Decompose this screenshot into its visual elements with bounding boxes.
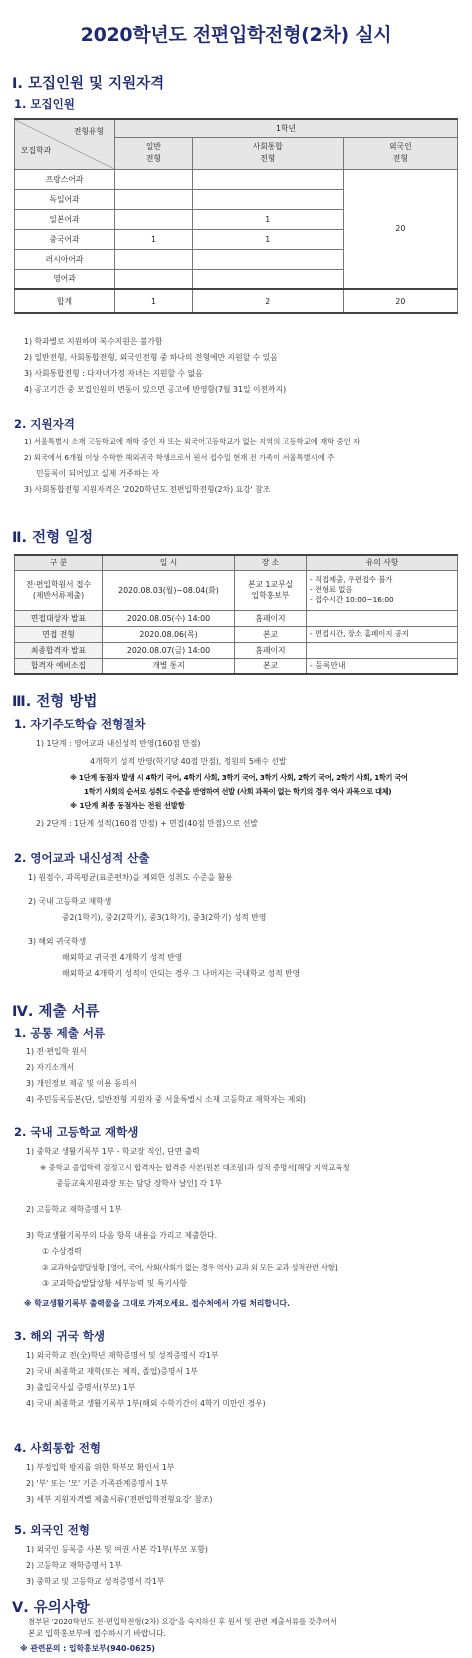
note-3: 3) 사회통합전형 : 다자녀가정 자녀는 지원할 수 없음 [24, 369, 203, 378]
hide-item-3: ③ 교과학습발달상황 세부능력 및 특기사항 [42, 1279, 187, 1288]
col-place: 장 소 [235, 555, 307, 570]
cell-note [307, 642, 458, 658]
cell [115, 189, 193, 209]
social-doc-1: 1) 부정입학 방지를 위한 학부모 확인서 1부 [26, 1463, 175, 1472]
cell-date: 2020.08.06(목) [103, 626, 235, 642]
cell [115, 169, 193, 189]
subsection-social: 4. 사회통합 전형 [14, 1441, 102, 1455]
cell-text: 본교 1교무실 [247, 580, 294, 589]
dept-name: 러시아어과 [15, 249, 115, 269]
tie-rule-3: ※ 1단계 최종 동점자는 전원 선발함 [70, 801, 185, 810]
cell-text: - 접수시간 10:00~16:00 [310, 595, 394, 604]
domestic-note-2: 중등교육지원과장 또는 담당 장학사 날인] 각 1부 [56, 1179, 222, 1188]
cell-date: 2020.08.03(월)~08.04(화) [103, 570, 235, 610]
corner-top-label: 전형유형 [73, 127, 104, 137]
note-4: 4) 공고기간 중 모집인원의 변동이 있으면 공고에 반영함(7월 31일 이전까지) [24, 385, 287, 394]
foreign-total: 20 [343, 169, 457, 289]
subsection-foreigner: 5. 외국인 전형 [14, 1523, 90, 1537]
cell-place [235, 570, 307, 610]
foreign-doc-2: 2) 고등학교 재학증명서 1부 [26, 1561, 122, 1570]
cell [192, 189, 343, 209]
recruitment-table [14, 118, 458, 314]
cell-place: 본교 [235, 658, 307, 674]
cell: 1 [192, 229, 343, 249]
returnee-doc-4: 4) 국내 최종학교 생활기록부 1부(해외 수학기간이 4학기 미만인 경우) [26, 1399, 266, 1408]
cell-note: - 등록안내 [307, 658, 458, 674]
subsection-qualification: 2. 지원자격 [14, 417, 75, 431]
returnee-doc-1: 1) 외국학교 전(全)학년 재학증명서 및 성적증명서 각1부 [26, 1351, 219, 1360]
cell-place: 홈페이지 [235, 642, 307, 658]
step-1: 1) 1단계 : 영어교과 내신성적 반영(160점 만점) [36, 739, 201, 748]
cell-text: - 직접제출, 우편접수 불가 [310, 575, 393, 584]
common-doc-1: 1) 전·편입학 원서 [26, 1047, 87, 1056]
section-heading-2: Ⅱ. 전형 일정 [12, 530, 94, 546]
returnee-doc-3: 3) 출입국사실 증명서(부모) 1부 [26, 1383, 136, 1392]
subsection-common-docs: 1. 공통 제출 서류 [14, 1026, 106, 1040]
hide-item-2: ② 교과학습발달상황 [영어, 국어, 사회(사회가 없는 경우 역사) 교과 외 모든 교과 성적관련 사항] [42, 1263, 338, 1272]
col-category: 구 분 [15, 555, 103, 570]
foreign-doc-3: 3) 중학교 및 고등학교 성적증명서 각1부 [26, 1577, 165, 1586]
cell-note [307, 570, 458, 610]
cell-category: 면접대상자 발표 [15, 610, 103, 626]
subsection-grade-calc: 2. 영어교과 내신성적 산출 [14, 851, 150, 865]
hide-item-1: ① 수상경력 [42, 1247, 82, 1256]
domestic-doc-2: 2) 고등학교 재학증명서 1부 [26, 1205, 122, 1214]
section-heading-5: Ⅴ. 유의사항 [12, 1600, 90, 1616]
sum-foreign: 20 [343, 289, 457, 313]
cell-date: 개별 통지 [103, 658, 235, 674]
table-corner-cell [15, 119, 115, 169]
col-foreign: 외국인 전형 [343, 137, 457, 169]
common-doc-4: 4) 주민등록등본(단, 일반전형 지원자 중 서울특별시 소재 고등학교 재학자는 제외) [26, 1095, 306, 1104]
subsection-recruitment: 1. 모집인원 [14, 97, 75, 111]
cell-category: 합격자 예비소집 [15, 658, 103, 674]
dept-name: 영어과 [15, 269, 115, 289]
page-title: 2020학년도 전편입학전형(2차) 실시 [80, 24, 392, 46]
cell-place: 본교 [235, 626, 307, 642]
corner-bottom-label: 모집학과 [21, 146, 52, 156]
note-1: 1) 학과별로 지원하며 복수지원은 불가함 [24, 337, 163, 346]
returnee-doc-2: 2) 국내 최종학교 재학(또는 제적, 졸업)증명서 1부 [26, 1367, 198, 1376]
cell [115, 249, 193, 269]
caution-text-2: 본교 입학홍보부에 접수하시기 바랍니다. [28, 1629, 166, 1638]
cell [192, 269, 343, 289]
cell-date: 2020.08.05(수) 14:00 [103, 610, 235, 626]
calc-2: 2) 국내 고등학교 재학생 [28, 897, 112, 906]
cell: 1 [115, 229, 193, 249]
dept-name: 독일어과 [15, 189, 115, 209]
col-general: 일반 전형 [115, 137, 193, 169]
cell-text: 전·편입학원서 접수 [25, 580, 92, 589]
step-1-detail: 4개학기 성적 반영(학기당 40점 만점), 정원의 5배수 선발 [90, 757, 287, 766]
calc-3-detail-a: 해외학교 귀국전 4개학기 성적 반영 [62, 953, 183, 962]
contact-info: ※ 관련문의 : 입학홍보부(940-0625) [20, 1644, 155, 1653]
tie-rule-2: 1학기 사회의 순서로 성취도 수준을 반영하여 선발 (사회 과목이 없는 학기의 경우 역사 과목으로 대체) [84, 787, 392, 796]
qual-1: 1) 서울특별시 소재 고등학교에 재학 중인 자 또는 외국어고등학교가 없는 지역의 고등학교에 재학 중인 자 [24, 437, 361, 446]
foreign-doc-1: 1) 외국인 등록증 사본 및 여권 사본 각1부(부모 포함) [26, 1545, 208, 1554]
col-date: 일 시 [103, 555, 235, 570]
subsection-domestic: 2. 국내 고등학교 재학생 [14, 1125, 139, 1139]
subsection-returnee: 3. 해외 귀국 학생 [14, 1329, 106, 1343]
note-2: 2) 일반전형, 사회통합전형, 외국인전형 중 하나의 전형에만 지원할 수 있음 [24, 353, 278, 362]
schedule-row-apply [15, 570, 103, 610]
domestic-doc-3: 3) 학교생활기록부의 다음 항목 내용을 가리고 제출한다. [26, 1231, 218, 1240]
cell-date: 2020.08.07(금) 14:00 [103, 642, 235, 658]
sum-label: 합계 [15, 289, 115, 313]
calc-3-detail-b: 해외학교 4개학기 성적이 안되는 경우 그 나머지는 국내학교 성적 반영 [62, 969, 301, 978]
calc-3: 3) 해외 귀국학생 [28, 937, 87, 946]
common-doc-2: 2) 자기소개서 [26, 1063, 75, 1072]
grade-header: 1학년 [115, 119, 458, 137]
domestic-doc-1: 1) 중학교 생활기록부 1부 - 학교장 직인, 단면 출력 [26, 1147, 200, 1156]
social-doc-2: 2) '부' 또는 '모' 기준 가족관계증명서 1부 [26, 1479, 168, 1488]
cell-place: 홈페이지 [235, 610, 307, 626]
section-heading-1: Ⅰ. 모집인원 및 지원자격 [12, 76, 165, 92]
schedule-table [14, 554, 458, 675]
col-note: 유의 사항 [307, 555, 458, 570]
qual-2: 2) 외국에서 6개월 이상 수학한 해외귀국 학생으로서 원서 접수일 현재 전 가족이 서울특별시에 주 [24, 453, 335, 462]
cell: 1 [192, 209, 343, 229]
dept-name: 프랑스어과 [15, 169, 115, 189]
cell-category: 최종합격자 발표 [15, 642, 103, 658]
cell-note [307, 610, 458, 626]
domestic-note-1: ※ 중학교 졸업학력 검정고시 합격자는 합격증 사본(원본 대조필)과 성적 증명서[해당 지역교육청 [40, 1163, 350, 1172]
col-social: 사회통합 전형 [192, 137, 343, 169]
sum-general: 1 [115, 289, 193, 313]
cell [115, 209, 193, 229]
cell-text: 입학홍보부 [251, 591, 290, 600]
calc-1: 1) 원점수, 과목평균(표준편차)을 제외한 성취도 수준을 활용 [28, 873, 233, 882]
common-doc-3: 3) 개인정보 제공 및 이용 동의서 [26, 1079, 137, 1088]
qual-3: 3) 사회통합전형 지원자격은 '2020학년도 전편입학전형(2차) 요강' 참조 [24, 485, 271, 494]
cell-note: - 면접시간, 장소 홈페이지 공지 [307, 626, 458, 642]
sum-social: 2 [192, 289, 343, 313]
section-heading-4: Ⅳ. 제출 서류 [12, 1004, 100, 1020]
tie-rule-1: ※ 1단계 동점자 발생 시 4학기 국어, 4학기 사회, 3학기 국어, 3학기 사회, 2학기 국어, 2학기 사회, 1학기 국어 [70, 773, 408, 782]
record-notice: ※ 학교생활기록부 출력물을 그대로 가져오세요. 접수처에서 가림 처리합니다. [24, 1299, 290, 1308]
dept-name: 일본어과 [15, 209, 115, 229]
cell-text: (제반서류제출) [32, 591, 85, 600]
caution-text-1: 첨부된 '2020학년도 전·편입학전형(2차) 요강'을 숙지하신 후 원서 및 관련 제출서류를 갖추어서 [28, 1617, 338, 1626]
qual-2-cont: 민등록이 되어있고 실제 거주하는 자 [36, 469, 159, 478]
step-2: 2) 2단계 : 1단계 성적(160점 만점) + 면접(40점 만점)으로 선발 [36, 819, 258, 828]
cell [115, 269, 193, 289]
cell [192, 169, 343, 189]
social-doc-3: 3) 세부 지원자격별 제출서류('전편입학전형요강' 참조) [26, 1495, 213, 1504]
cell-category: 면접 전형 [15, 626, 103, 642]
calc-2-detail: 중2(1학기), 중2(2학기), 중3(1학기), 중3(2학기) 성적 반영 [62, 913, 267, 922]
cell-text: - 전형료 없음 [310, 585, 353, 594]
cell [192, 249, 343, 269]
dept-name: 중국어과 [15, 229, 115, 249]
subsection-process: 1. 자기주도학습 전형절차 [14, 717, 146, 731]
section-heading-3: Ⅲ. 전형 방법 [12, 694, 98, 710]
